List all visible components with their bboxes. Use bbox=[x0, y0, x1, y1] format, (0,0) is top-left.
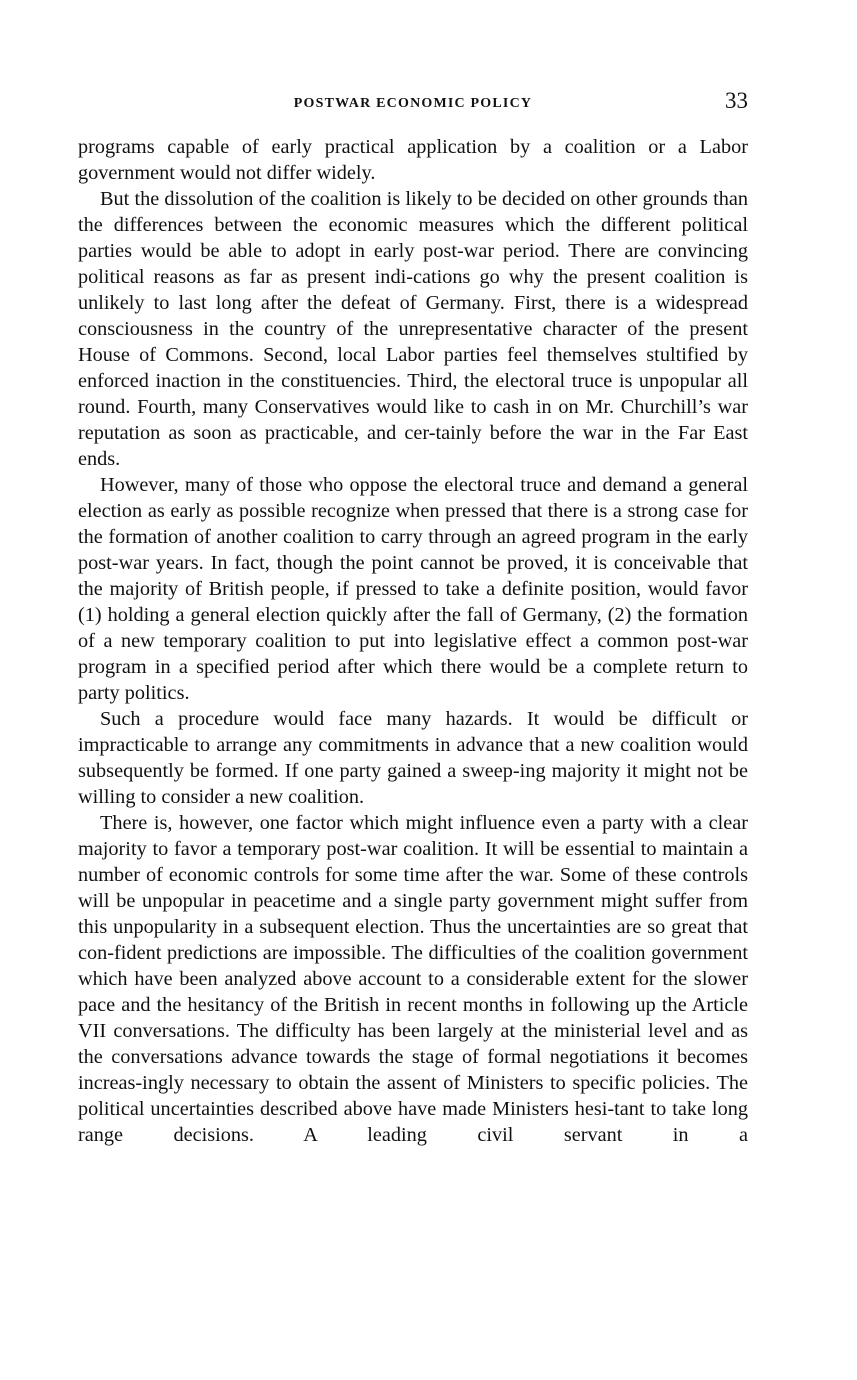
body-text bbox=[78, 134, 748, 1148]
paragraph-electoral-truce: However, many of those who oppose the electoral truce and demand a general election as early as possible recognize when pressed that there is a strong case for the formation of another coalition to carry through an agreed program in the early post-war years. In fact, though the point cannot be proved, it is conceivable that the majority of British people, if pressed to take a definite position, would favor (1) holding a general election quickly after the fall of Germany, (2) the formation of a new temporary coalition to put into legislative effect a common post-war program in a specified period after which there would be a complete return to party politics. bbox=[78, 474, 748, 704]
running-title: POSTWAR ECONOMIC POLICY bbox=[293, 96, 533, 111]
running-head bbox=[78, 88, 748, 122]
paragraph-procedure-hazards: Such a procedure would face many hazards. It would be difficult or impracticable to arrange any commitments in advance that a new coalition would subsequently be formed. If one party gained a sweep-ing majority it might not be willing to consider a new coalition. bbox=[78, 708, 748, 808]
paragraph-continuation: programs capable of early practical application by a coalition or a Labor government would not differ widely. bbox=[78, 136, 748, 184]
page-number: 33 bbox=[725, 88, 748, 113]
paragraph-coalition-dissolution: But the dissolution of the coalition is likely to be decided on other grounds than the differences between the economic measures which the different political parties would be able to adopt in early post-war period. There are convincing political reasons as far as present indi-cations go why the present coalition is unlikely to last long after the defeat of Germany. First, there is a widespread consciousness in the country of the unrepresentative character of the present House of Commons. Second, local Labor parties feel themselves stultified by enforced inaction in the constituencies. Third, the electoral truce is unpopular all round. Fourth, many Conservatives would like to cash in on Mr. Churchill’s war reputation as soon as practicable, and cer-tainly before the war in the Far East ends. bbox=[78, 188, 748, 470]
paragraph-economic-controls: There is, however, one factor which might influence even a party with a clear majority to favor a temporary post-war coalition. It will be essential to maintain a number of economic controls for some time after the war. Some of these controls will be unpopular in peacetime and a single party government might suffer from this unpopularity in a subsequent election. Thus the uncertainties are so great that con-fident predictions are impossible. The difficulties of the coalition government which have been analyzed above account to a considerable extent for the slower pace and the hesitancy of the British in recent months in following up the Article VII conversations. The difficulty has been largely at the ministerial level and as the conversations advance towards the stage of formal negotiations it becomes increas-ingly necessary to obtain the assent of Ministers to specific policies. The political uncertainties described above have made Ministers hesi-tant to take long range decisions. A leading civil servant in a bbox=[78, 812, 748, 1146]
